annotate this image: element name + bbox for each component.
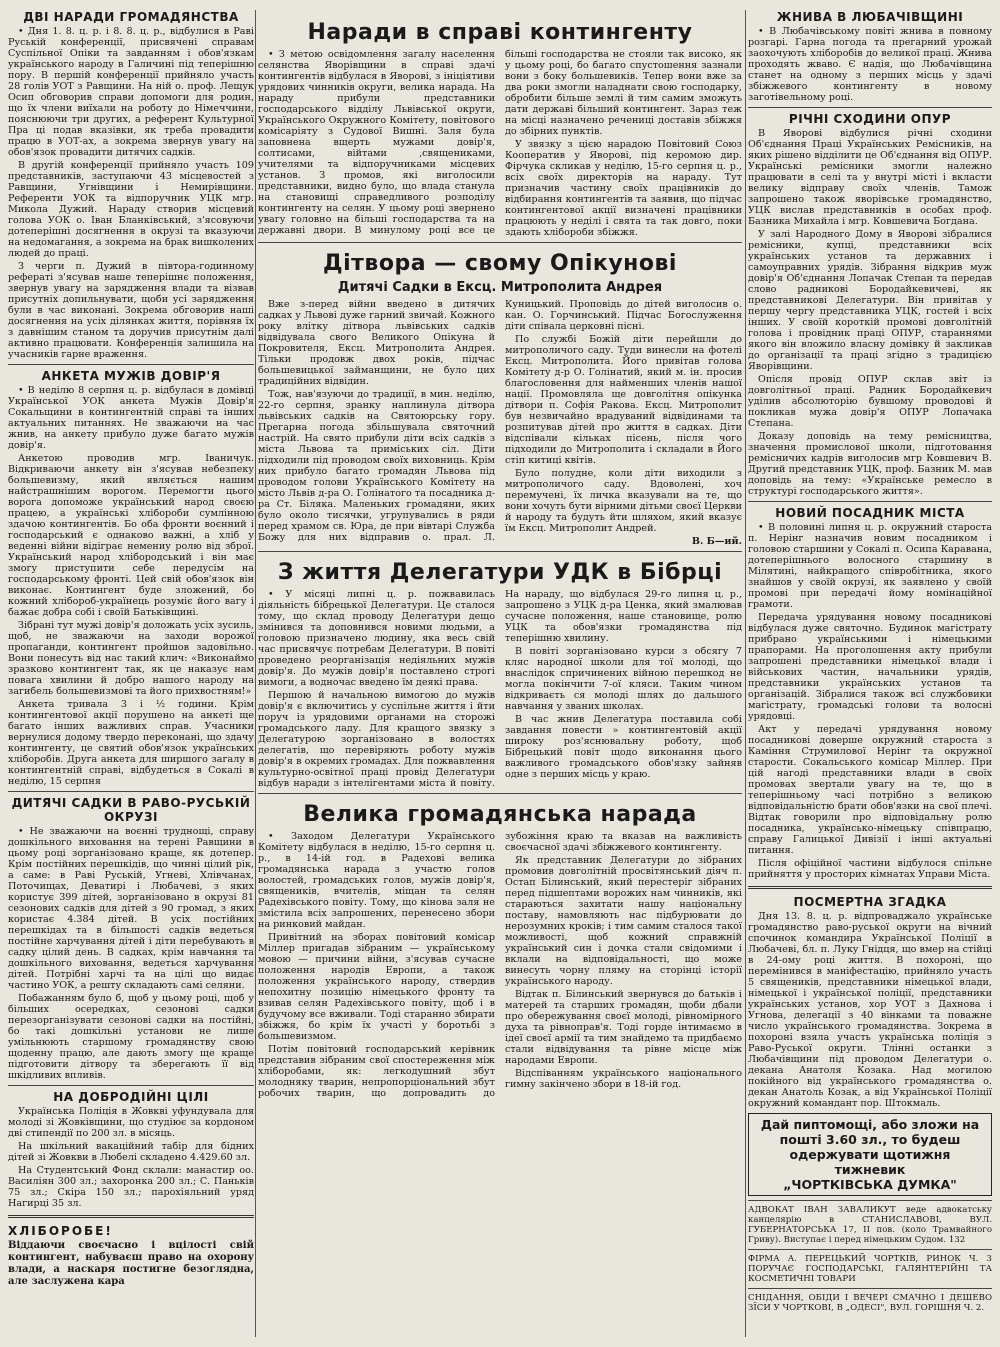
headline: Дітвора — свому Опікунові [323, 251, 677, 276]
divider [748, 1288, 992, 1289]
article-paragraph: В другій конференції прийняло участь 109 представників, заступаючи 43 місцевостей з Равщини, Угнівщини і Немирівщини. Референти УОК та відпоручник УЦК мгр. Микола Дужий. Нараду створив місцевий голова УОК о. Іван Бланківський, з'ясовуючи дотеперішні досягнення в окрузі та вказуючи на недомагання, а зокрема на брак вишколених людей до праці. [8, 160, 254, 259]
article-title: НОВИЙ ПОСАДНИК МІСТА [775, 506, 965, 520]
article-paragraph: Опісля провід ОПУР склав звіт із довголітньої праці. Радник Бородайкевич уділив абсолюторію бувшому проводові й покликав мужа довір'я ОПУР Лопачака Степана. [748, 374, 992, 429]
ad-code: 132 [948, 1235, 966, 1245]
divider [258, 793, 742, 794]
signature: В. Б—ий. [691, 536, 742, 547]
promo-paper-name: „ЧОРТКІВСЬКА ДУМКА" [783, 1177, 957, 1192]
article-paragraph: Після офіційної частини відбулося спільне прийняття у просторих кімнатах Управи Міста. [748, 858, 992, 880]
appeal-title: ХЛІБОРОБЕ! [8, 1224, 113, 1238]
divider [8, 1215, 254, 1218]
article-title: АНКЕТА МУЖІВ ДОВІР'Я [41, 369, 221, 383]
article-paragraph: • В половині липня ц. р. окружний староста п. Нерінг назначив новим посадником і головою старшини у Сокалі п. Осипа Каравана, дотеперішнього волосного старшину в Мілятині, найкращого співробітника, якого знайшов у своїй окрузі, як заявлено у своїй промові при передачі йому номінаційної грамоти. [748, 522, 992, 610]
article-paragraph: Як представник Делегатури до зібраних промовив довголітній просвітянський діяч п. Остап Білинський, який перестеріг зібраних перед підшептами ворожих нам чинників, які стараються захитати нашу національну поставу, намовляють нас підбурювати до нерозумних кроків; і тим самим сталося такої можливості, щоб кожний справжній український син і дочка стали свідомими і вклали на відповідальності, що може винесуть чорну пляму на сторінці історії українського народу. [505, 855, 742, 987]
article-title: ЖНИВА В ЛЮБАЧІВЩИНІ [776, 10, 964, 24]
article-paragraph: • Заходом Делегатури Українського Комітету відбулася в неділю, 15-го серпня ц. р., в 14-ій год. в Радехові велика громадянська нарада з участю голов волостей, громадських голов, мужів довір'я, священиків, вчителів, міщан та селян Радехівського повіту. Тому, що кінова заля не змістила всіх запрошених, перенесено збори на ринковий майдан. [258, 831, 495, 930]
divider [8, 1085, 254, 1086]
divider [8, 364, 254, 365]
article-paragraph: У залі Народного Дому в Яворові зібралися ремісники, купці, представники всіх українських установ та державних і самоуправних урядів. Зібрання відкрив муж довір'я Об'єднання Лопачак Степан та передав слово радникові Бородайкевичеві, як представникові Делегатури. Він привітав у першу чергу представника УЦК, гостей і всіх інших. У своїй короткій промові довголітній голова і провідник праці ОПУР, стараннями якого він вложило власну домівку й закликав до організації та праці згідно з традицією Яворівщини. [748, 229, 992, 372]
divider [258, 551, 742, 552]
article-paragraph: Привітний на зборах повітовий комісар Міллер пригадав зібраним — українському мовою — причини війни, з'ясував сучасне положення народів Европи, а також положення українського народу, ствердив непохитну позицію німецького фронту та взивав селян Радехівського повіту, щоб і в будучому все вживали. Тоді старанно збирати збіжжя, бо крім їх участі у боротьбі з большевизмом. [258, 932, 495, 1042]
article-title: ПОСМЕРТНА ЗГАДКА [793, 895, 947, 909]
divider [748, 501, 992, 502]
article-paragraph: В повіті зорганізовано курси з обсягу 7 кляс народної школи для тої молоді, що внаслідок спричинених війною перешкод не могла покінчити 7-ої кляси. Таким чином відкриваєть ся молоді шлях до дальшого навчання у званих школах. [505, 646, 742, 712]
article-paragraph: Відтак п. Білинський звернувся до батьків і матерей та старших громадян, щоби дбали про обережування своєї молоді, рівномірного духа та рівноправ'я. Тоді горде інтимаємо в ідеї своєї армії та тим знайдемо та придбаємо стали відвідування та рівне місце між народами Европи. [505, 989, 742, 1066]
article-paragraph: Дня 13. 8. ц. р. відпроваджало українське громадянство раво-руської округи на вічний спочинок командира Української Поліції в Любачеві, бл. п. Луку Гнідця, що вмер на стійці в 24-ому році життя. В похороні, що перемінився в маніфестацію, прийняло участь 5 священиків, представники німецької влади, німецької і української поліції, представники українських установ, хор УОТ з Дахнова і Угнова, делегації з 40 вінками та поважне число українського громадянства. Зокрема в похороні взяла участь українська поліція з Раво-Руської округи. Тлінні останки з Любачівщини під проводом Делегатури о. декана Анатоля Козака. Над могилою покійного від українського громадянства о. декан Анатоль Козак, а від Української Поліції окружний командант пор. Штокмаль. [748, 911, 992, 1109]
article-paragraph: На Студентський Фонд склали: манастир оо. Василіян 300 зл.; захоронка 200 зл.; С. Паньків 75 зл.; Скіра 150 зл.; парохіяльний уряд Нагирці 35 зл. [8, 1165, 254, 1209]
divider [258, 242, 742, 243]
column-rule [745, 10, 746, 1337]
article-paragraph: Було полудне, коли діти виходили з митрополичого саду. Вдоволені, хоч перемучені, їх личка вказували на те, що вони хочуть бути вірними дітьми своєї Церкви й народу та будуть йти шляхом, який вказує їм Ексц. Митрополит Андрей. [505, 468, 742, 534]
divider [748, 107, 992, 108]
advertisement: ФІРМА А. ПЕРЕЦЬКИЙ ЧОРТКІВ, РИНОК Ч. 3 ПОРУЧАЄ ГОСПОДАРСЬКІ, ГАЛЯНТЕРІЙНІ ТА КОСМЕТИЧНІ ТОВАРИ [748, 1254, 992, 1284]
article-paragraph: • Не зважаючи на воєнні труднощі, справу дошкільного виховання на терені Равщини в цьому році зорганізовано краще, як дотепер. Крім постійних перешкідів, що чинні цілий рік, а саме: в Раві Руській, Угневі, Хлівчанах, Поточищах, Деватирі і Любачеві, з яких користує 399 дітей, зорганізовано в окрузі 81 сезонових садків для дітей з 90 громад, з яких користає 4.384 дітей. В усіх постійних перешкідах та в більшості садків ведеться постійне харчування дітей і діти перебувають в садку цілий день. В садках, крім навчання та дошкільного виховання, ведеться харчування дітей. Потрібні харчі та на цілі що видає частино УОК, а решту складають самі селяни. [8, 826, 254, 991]
article-paragraph: Вже з-перед війни введено в дитячих садках у Львові дуже гарний звичай. Кожного року влітку дітвора львівських садків відвідувала свого Великого Опікуна й Покровителя, Ексц. Митрополита Андрея. Тільки продовж двох років, підчас большевицької займанщини, не було цих традиційних відвідин. [258, 299, 495, 387]
article-title: РІЧНІ СХОДИНИ ОПУР [788, 112, 952, 126]
divider [8, 791, 254, 792]
left-column [8, 8, 254, 1339]
article-body [258, 831, 742, 1099]
article-paragraph: • З метою освідомлення загалу населення селянства Яворівщини в справі здачі контингентів відбулася в Яворові, з ініціятиви урядових чинників округи, велика нарада. На нараду прибули представники господарського відділу Львівської округи, Українського Окружного Комітету, повітового комісаріяту з Судової Вишні. Заля була заповнена вщерть мужами довір'я, солтисами, війтами ,священиками, учителями та відпоручниками місцевих установ. З промов, які виголосили представники, видно було, що влада станула на становищі справедливого розподілу контингенту на селян. У цьому році звернено увагу головно на більші господарства та на державні двори. В минулому році все це більші господарства не стояли так високо, як у цьому році, бо багато спустошення зазнали вони з боку большевиків. Тепер вони вже за два роки змогли наладнати свою господарку, обробити більше землі й тим самим зможуть дати державі більший контингент. Зараз теж на місці назначено речениці доставів збіжжя до збірних пунктів. [258, 49, 742, 236]
article-paragraph: Першою й начальною вимогою до мужів довір'я є включитись у суспільне життя і йти поруч із урядовими органами на сторожі громадського ладу. Для кращого звязку з Делегатурою зорганізовано в волостях делегатів, що перевіряють роботу мужів довір'я в окремих громадах. Для пожвавлення культурно-освітної праці провід Делегатури відбув наради з інтелігентами міста й повіту. На нараду, що відбулася 29-го липня ц. р., запрошено з УЦК д-ра Ценка, який змалював сучасне положення, наше становище, ролю УЦК та обов'язки громадянства під теперішню хвилину. [258, 589, 742, 789]
article-body [258, 49, 742, 238]
article-paragraph: В час жнив Делегатура поставила собі завдання повести » контингентовій акції широку роз'яснювальну роботу, щоб Бібрецький повіт щодо виконання цього важливого громадського обов'язку зайняв одне з перших місць у краю. [505, 714, 742, 780]
article-paragraph: Акт у передачі урядування новому посадникові доверше окружний староста з Каміння Струмилової Нерінг та окружної старости. Сокальського комісар Міллер. При цій нагоді представники влади в своїх промовах звертали увагу на те, що в теперішньому часі потрібно з великою відповідальністю брати обов'язки на свої плечі. Відтак говорили про відповідальну ролю посадника, українсько-німецьку співпрацю, справу Галицької Дивізії і інші актуальні питання. [748, 724, 992, 856]
article-title: НА ДОБРОДІЙНІ ЦІЛІ [53, 1090, 209, 1104]
article-paragraph: З черги п. Дужий в півтора-годинному рефераті з'ясував наше теперішнє положення, звернув увагу на зарядження влади та візвав присутніх допильнувати, щоби усі зарядження були в час виконані. Зокрема обговорив наші досягнення на усіх ділянках життя, порівняв їх з давнішим станом та доручив присутнім далі активно працювати. Конференція залишила на учасників гарне враження. [8, 261, 254, 360]
article-paragraph: Передача урядування новому посадникові відбулася дуже святочно. Будинок магістрату прибрано українськими і німецькими прапорами. На проголошення акту прибули запрошені представники німецької влади і військових частин, начальники урядів, представники українських установ та організацій. Зібралися також всі службовики магістрату, громадські голови та волосні урядовці. [748, 612, 992, 722]
article-paragraph: В Яворові відбулися річні сходини Об'єднання Праці Українських Ремісників, на яких рішено відділити це Об'єднання від ОПУР. Українські ремісники змогли належно працювати в селі та у внутрі місті і вкласти велику відправу своїх членів. Тамож запрошено також яворівське громадянство, УЦК вислав представників в особах проф. Базника Михайла і мгр. Ковшевича Богдана. [748, 128, 992, 227]
article-paragraph: • В неділю 8 серпня ц. р. відбулася в домівці Української УОК анкета Мужів Довір'я Сокальщини в контингентній справі та інших актуальних питаннях. Не зважаючи на час жнив, на анкету прибуло дуже багато мужів довір'я. [8, 385, 254, 451]
article-title: ДИТЯЧІ САДКИ В РАВО-РУСЬКІЙ ОКРУЗІ [11, 796, 251, 824]
headline: Наради в справі контингенту [307, 20, 693, 45]
advertisement: СНІДАННЯ, ОБІДИ І ВЕЧЕРІ СМАЧНО І ДЕШЕВО ЗЇСИ У ЧОРТКОВІ, В „ОДЕСІ", ВУЛ. ГОРІШНЯ Ч. 2. [748, 1293, 992, 1313]
article-paragraph: Побажанням було б, щоб у цьому році, щоб у більших осередках, сезонові садки перезорганізувати сезонові садки на постійні, бо такі дошкільні установи не лише умільнюють старшому громадянству свою щоденну працю, але дають змогу ще краще підготовити дітвору та зберегають її від шкідливих впливів. [8, 993, 254, 1081]
promo-text: Дай пиптомощі, або зложи на пошті 3.60 зл., то будеш одержувати щотижня тижневик [760, 1117, 980, 1177]
column-rule [255, 10, 256, 1337]
article-paragraph: Тож, нав'язуючи до традиції, в мин. неділю, 22-го серпня, зранку наплинула дітвора львівських садків на Святоюрську гору. Прегарна погода збільшувала святочний настрій. На свято прибули діти всіх садків з міста Львова та приміських сіл. Діти підходили під проводом своїх виховниць. Крім них прибуло багато громадян Львова під проводом голови Українського Комітету на місто Львів д-ра О. Голінатого та посадника д-ра Ст. Біляка. Маленьких громадяни, яких було около тисячки, угрупувались в ряди перед храмом св. Юра, де при вівтарі Служба Божу для них відправив о. прал. Л. Куницький. Проповідь до дітей виголосив о. кан. О. Горчинський. Підчас Богослуження діти співала церковні пісні. [258, 299, 742, 543]
article-title: ДВІ НАРАДИ ГРОМАДЯНСТВА [23, 10, 239, 24]
article-paragraph: Потім повітовий господарський керівник представив зібраним свої спостереження між хліборобами, як: легкодушний збут молодняку тварин, непропорціональний збут робочих тварин, що допровадить до зубожіння краю та вказав на важливість своєчасної здачі збіжжевого контингенту. [258, 831, 742, 1099]
middle-column [258, 8, 742, 1339]
headline: З життя Делегатури УДК в Бібрці [277, 560, 723, 585]
article-paragraph: Доказу доповідь на тему ремісництва, значення промислової школи, підготовання ремісничих кадрів виголосив мгр Ковшевич В. Другий представник УЦК, проф. Базник М. мав доповідь на тему: «Українське ремесло в структурі господарського життя». [748, 431, 992, 497]
divider [748, 1249, 992, 1250]
advertisement [748, 1205, 992, 1245]
subscription-promo [748, 1113, 992, 1196]
article-paragraph: Українська Поліція в Жовкві уфундувала для молоді зі Жовківщини, що студіює за кордоном дві стипендії по 200 зл. в місяць. [8, 1106, 254, 1139]
right-column [748, 8, 992, 1339]
article-paragraph: Анкетою проводив мгр. Іваничук. Відкриваючи анкету він з'ясував небезпеку большевизму, який являється нашим найстрашнішим ворогом. Перемогти цього ворога допоможе український народ своєю працею, а українські хлібороби сумлінною здачою контингентів. Бо оба фронти воєнний і господарський є однаково важні, а хліб у веденні війни відіграє немениу ролю від зброї. Український народ хлібородський і він має змогу приступити себе передусім на господарському фронті. Цей свій обов'язок він виконає. Контингент буде зложений, бо кожний хлібороб-українець розуміє його вагу і бажає добра собі і своїй Батьківщині. [8, 453, 254, 618]
article-paragraph: На шкільний вакаційний табір для бідних дітей зі Жовкви в Любелі складено 4.429.60 зл. [8, 1141, 254, 1163]
article-paragraph: У звязку з цією нарадою Повітовий Союз Кооператив у Яворові, під керомою дир. Фірчука скликав у неділю, 15-го серпня ц. р., всіх своїх директорів на нараду. Тут призначив частину своїх працівників до відбирання контингентів та заявив, що підчас контингентової акції визначені працівники працюють у неділі і свята та так довго, поки здають хлібороби збіжжя. [505, 139, 742, 238]
article-paragraph: Відспіванням українського національного гимну закінчено збори в 18-ій год. [505, 1068, 742, 1090]
article-body [258, 299, 742, 547]
article-paragraph: По службі Божій діти перейшли до митрополичого саду. Туди винесли на фотелі Ексц. Митрополита. Його привітав голова Комітету д-р О. Голінатий, який м. ін. просив благословення для найменших членів нашої нації. Промовляла ще довголітня опікунка дітвори п. Софія Ракова. Ексц. Митрополит був незвичайно врадуваний відвідинами та розпитував дітей про життя в садках. Діти відспівали кільках пісень, після чого підходили до Митрополита і складали в Його стіп китиці квітів. [505, 334, 742, 466]
article-paragraph: • В Любачівському повіті жнива в повному розгарі. Гарна погода та прегарний урожай заохочують хліборобів до великої праці. Жнива проходять жваво. Є надія, що Любачівщина станет на одному з перших місць у здачі збіжжевого контингенту в новому заготівельному році. [748, 26, 992, 103]
ad-text: АДВОКАТ ІВАН ЗАВАЛИКУТ веде адвокатську канцелярію в СТАНИСЛАВОВІ, ВУЛ. ГУБЕРНАТОРСЬКА 17, II пов. (коло Трамвайного Гриву). Виступає і перед німецьким Судом. [748, 1205, 992, 1245]
article-body [258, 589, 742, 789]
article-paragraph: Зібрані тут мужі довір'я доложать усіх зусиль, щоб, не зважаючи на заходи ворожої пропаганди, контингент пройшов задовільно. Вони понесуть від нас такий клич: «Виконаймо зразково контингент так, як це наказує нам повага хвилини й добро нашого народу на загибель большевизмові та його прихвостням!» [8, 620, 254, 697]
divider [748, 1200, 992, 1201]
article-paragraph: • У місяці липні ц. р. пожвавилась діяльність бібрецької Делегатури. Це сталося тому, що склад проводу Делегатури дещо змінився та доповнився новими людьми, а головою призначено людину, яка весь свій час присвячує потребам Делегатури. В повіті проведено реорганізація недіяльних мужів довір'я. До мужів довір'я поставлено строгі вимоги, а водночас введено їм деякі права. [258, 589, 495, 688]
appeal-text: Віддаючи своєчасно і вцілості свій контингент, набуваєш право на охорону влади, а наскаря постигне безоглядна, але заслужена кара [8, 1240, 254, 1287]
headline: Велика громадянська нарада [303, 802, 697, 827]
subheadline: Дитячі Садки в Ексц. Митрополита Андрея [337, 280, 663, 295]
article-paragraph: • Дня 1. 8. ц. р. і 8. 8. ц. р., відбулися в Раві Руській конференції, присвячені справам Суспільної Опіки та завданням і обов'язкам українського народу в Галичині під теперішню пору. В першій конференції прийняло участь 28 голів УОТ з Равщини. На ній о. проф. Лещук Осип обговорив справи допомоги для родин, що їх члени виїхали на роботу до Німеччини, пояснюючи три других, а референт Культурної Пра ці подав вказівки, як треба провадити працю в УОТ-ах, а зокрема звернув увагу на обов'язок провадити дитячих садків. [8, 26, 254, 158]
article-paragraph: Анкета тривала 3 і ½ години. Крім контингентової акції порушено на анкеті ще багато інших важливих справ. Учасники вернулися додому твердо переконані, що здачу контингенту, це святий обов'язок українських хліборобів. Друга анкета для ширшого загалу в контингентній справі, відбудеться в Сокалі в неділю, 15 серпня [8, 699, 254, 787]
divider [748, 886, 992, 889]
